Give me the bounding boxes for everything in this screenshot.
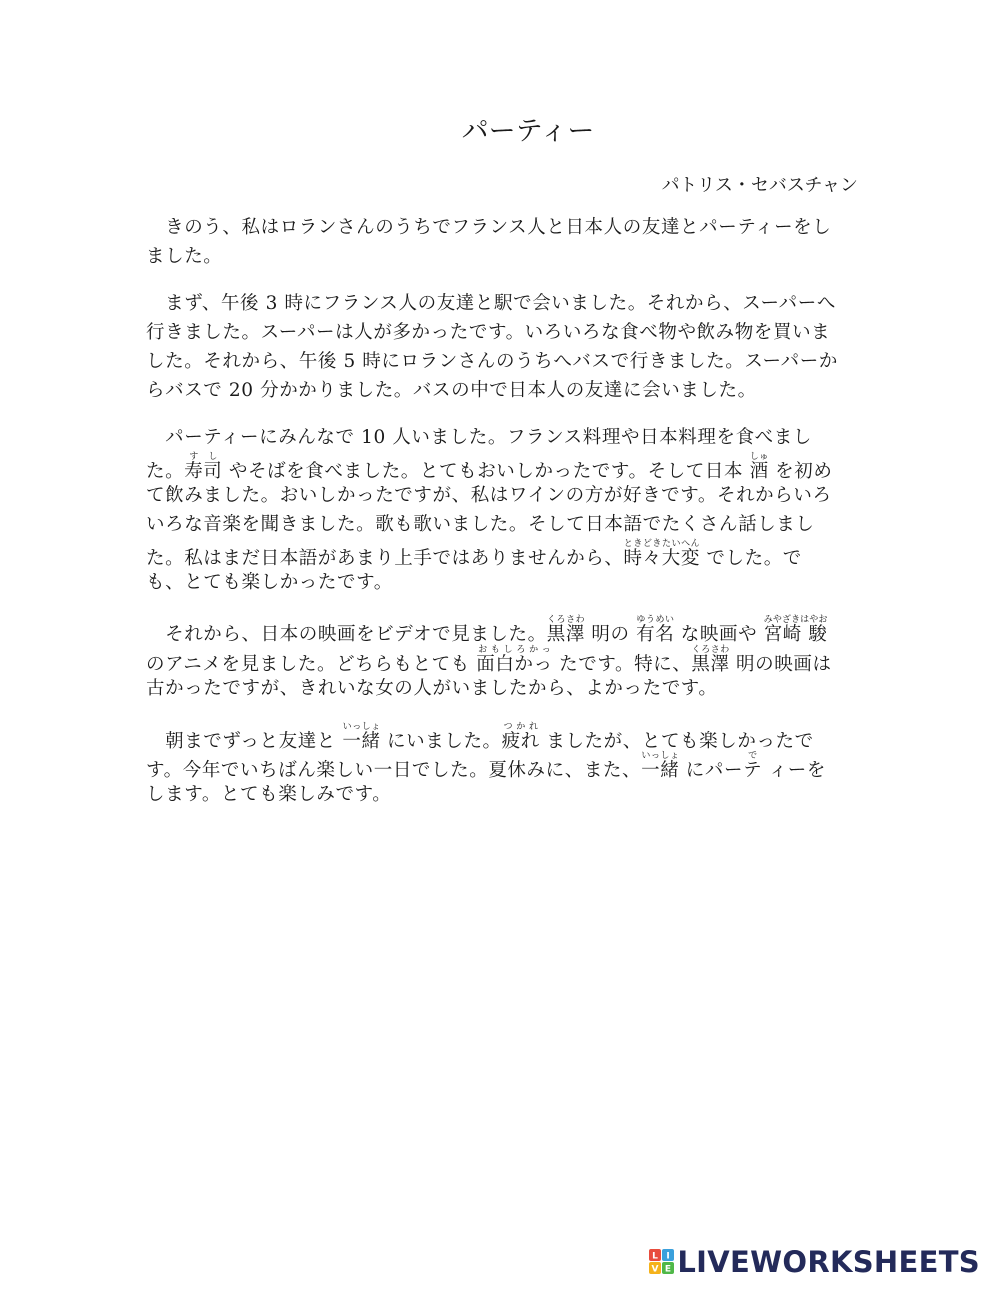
text-segment: のアニメを見ました。どちらもとても (146, 653, 477, 675)
text-segment: した。それから、午後 5 時にロランさんのうちへバスで行きました。スーパーか (146, 351, 838, 372)
kanji-base: テ (743, 759, 763, 781)
furigana-reading: みやざきはやお (763, 615, 828, 625)
paragraph (146, 423, 858, 597)
kanji-base: 酒 (749, 461, 769, 482)
text-line (146, 376, 858, 405)
furigana-reading: いっしょ (342, 721, 381, 732)
furigana-word (636, 615, 675, 645)
furigana-word (546, 615, 585, 645)
text-segment: ましたが、とても楽しかったで (539, 730, 814, 752)
furigana-word (501, 721, 540, 752)
kanji-base: 疲れ (501, 730, 540, 752)
liveworksheets-mark-icon (649, 1247, 675, 1277)
kanji-base: 一緒 (342, 730, 381, 752)
logo-letter: V (651, 1264, 659, 1275)
text-segment: す。今年でいちばん楽しい一日でした。夏休みに、また、 (146, 759, 642, 781)
furigana-reading: で (743, 750, 763, 761)
text-segment: 行きました。スーパーは人が多かったです。いろいろな食べ物や飲み物を買いま (146, 322, 831, 343)
paragraph (146, 615, 858, 704)
text-line (146, 452, 858, 481)
kanji-base: 有名 (636, 624, 675, 645)
kanji-base: 黒澤 (691, 653, 730, 675)
text-line (146, 539, 858, 568)
text-segment: らバスで 20 分かかりました。バスの中で日本人の友達に会いました。 (146, 380, 757, 401)
paragraph (146, 289, 858, 405)
furigana-reading: すし (184, 452, 223, 462)
furigana-reading: いっしょ (641, 750, 680, 761)
text-segment: な映画や (674, 624, 764, 645)
document-author: パトリス・セバスチャン (661, 175, 858, 196)
furigana-word (763, 615, 828, 645)
text-line (146, 213, 858, 242)
text-line (146, 722, 858, 751)
text-segment: 古かったですが、きれいな女の人がいましたから、よかったです。 (146, 678, 718, 699)
furigana-word (342, 721, 381, 752)
text-segment: まず、午後 3 時にフランス人の友達と駅で会いました。それから、スーパーへ (146, 293, 836, 314)
furigana-reading: おもしろかっ (476, 644, 553, 655)
text-segment: ィーを (762, 759, 826, 781)
text-line (146, 615, 858, 645)
text-segment: て飲みました。おいしかったですが、私はワインの方が好きです。それからいろ (146, 485, 832, 506)
logo-letter: E (665, 1264, 672, 1275)
furigana-word (623, 539, 700, 569)
furigana-reading: つかれ (501, 721, 540, 732)
kanji-base: 寿司 (184, 461, 223, 482)
text-segment: にパー (679, 759, 744, 781)
furigana-reading: ときどきたいへん (623, 539, 700, 549)
furigana-word (691, 644, 730, 675)
furigana-reading: ゆうめい (636, 615, 675, 625)
paragraph (146, 213, 858, 271)
text-line (146, 510, 858, 539)
text-segment: 明の (584, 624, 637, 645)
furigana-word (749, 452, 769, 482)
text-segment: た。 (146, 461, 185, 482)
kanji-base: 黒澤 (546, 624, 585, 645)
document-title: パーティー (461, 116, 595, 147)
text-segment: します。とても楽しみです。 (146, 783, 392, 805)
text-segment: それから、日本の映画をビデオで見ました。 (146, 624, 547, 645)
kanji-base: 宮崎 駿 (763, 624, 828, 645)
text-segment: た。私はまだ日本語があまり上手ではありませんから、 (146, 548, 624, 569)
text-line (146, 318, 858, 347)
text-segment: でした。で (699, 548, 802, 569)
text-segment: やそばを食べました。とてもおいしかったです。そして日本 (222, 461, 750, 482)
furigana-word (641, 750, 680, 781)
logo-letter: L (652, 1251, 659, 1262)
text-line (146, 289, 858, 318)
furigana-word (184, 452, 223, 482)
furigana-word (743, 750, 763, 781)
paragraph (146, 722, 858, 809)
text-line (146, 481, 858, 510)
text-line (146, 423, 858, 452)
logo-letter: I (666, 1251, 671, 1262)
text-segment: も、とても楽しかったです。 (146, 572, 393, 593)
text-segment: たです。特に、 (552, 653, 692, 675)
furigana-reading: くろさわ (691, 644, 730, 655)
text-line (146, 347, 858, 376)
text-segment: ました。 (146, 246, 223, 267)
liveworksheets-brand-text: LIVEWORKSHEETS (677, 1245, 980, 1279)
kanji-base: 時々大変 (623, 548, 700, 569)
text-segment: いろな音楽を聞きました。歌も歌いました。そして日本語でたくさん話しまし (146, 514, 815, 535)
liveworksheets-logo (649, 1245, 980, 1279)
text-segment: にいました。 (380, 730, 502, 752)
text-segment: 朝までずっと友達と (146, 730, 343, 752)
text-segment: きのう、私はロランさんのうちでフランス人と日本人の友達とパーティーをし (146, 217, 832, 238)
furigana-word (476, 644, 553, 675)
text-segment: パーティーにみんなで 10 人いました。フランス料理や日本料理を食べまし (146, 427, 812, 448)
text-segment: 明の映画は (729, 653, 832, 675)
kanji-base: 一緒 (641, 759, 680, 781)
text-line (146, 242, 858, 271)
furigana-reading: くろさわ (546, 615, 585, 625)
document-body (146, 213, 858, 827)
text-segment: を初め (768, 461, 833, 482)
furigana-reading: しゅ (749, 452, 769, 462)
kanji-base: 面白かっ (476, 653, 553, 675)
